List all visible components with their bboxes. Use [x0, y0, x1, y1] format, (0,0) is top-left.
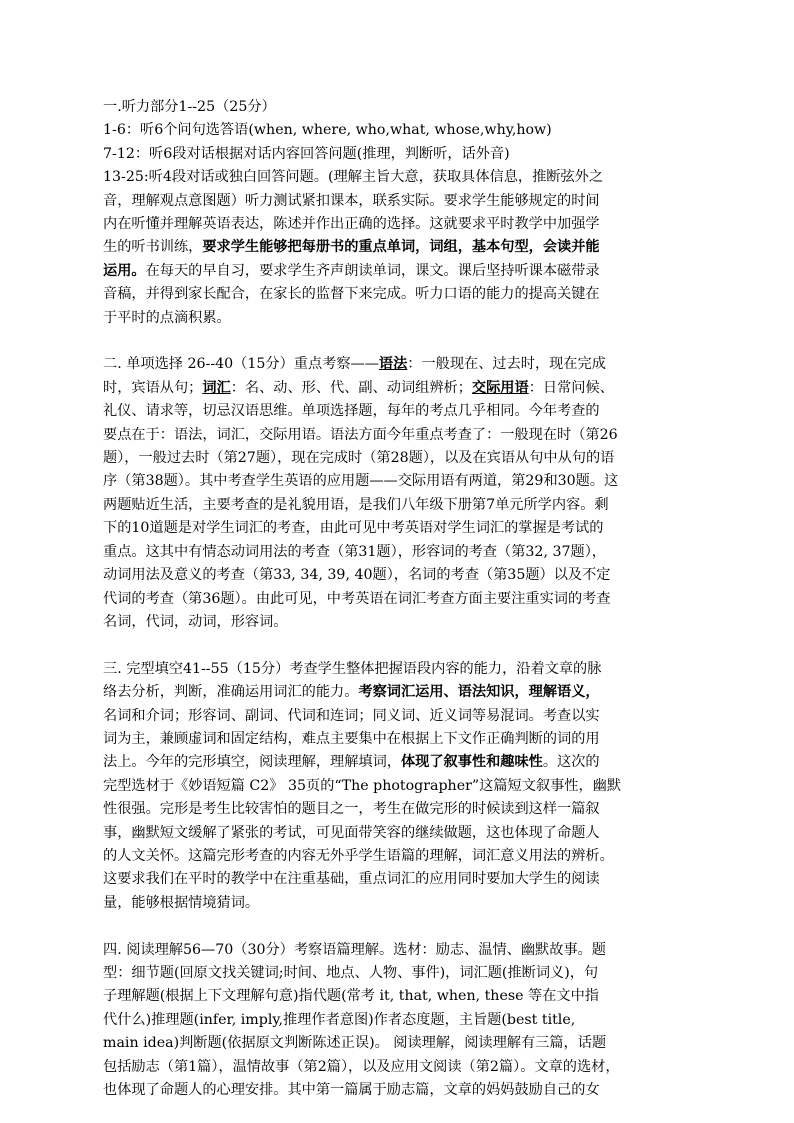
text-run: 法上。今年的完形填空，阅读理解，理解填词，: [103, 754, 401, 771]
paragraph-line: [103, 260, 675, 283]
bold-text-run: 运用。: [103, 262, 146, 279]
paragraph-gap: [103, 634, 675, 657]
text-run: 时，宾语从句；: [103, 379, 203, 396]
paragraph-line: 名词和介词；形容词、副词、代词和连词；同义词、近义词等易混词。考查以实: [103, 707, 600, 724]
paragraph-line: 这要求我们在平时的教学中在注重基础，重点词汇的应用同时要加大学生的阅读: [103, 871, 600, 888]
paragraph-line: 下的10道题是对学生词汇的考查，由此可见中考英语对学生词汇的掌握是考试的: [103, 520, 604, 537]
section-cloze: [103, 658, 675, 915]
paragraph-line: [103, 377, 675, 400]
text-run: ：日常问候、: [528, 379, 614, 396]
section-single-choice: [103, 353, 675, 634]
paragraph-line: 名词，代词，动词，形容词。: [103, 613, 288, 630]
paragraph-line: 1-6：听6个问句选答语(when, where, who,what, whose,why,how): [103, 122, 552, 139]
reading-heading: 四. 阅读理解56—70（30分）考察语篇理解。选材：励志、温情、幽默故事。题: [103, 941, 606, 958]
underlined-term: 词汇: [202, 379, 231, 396]
paragraph-line: 动词用法及意义的考查（第33, 34, 39, 40题），名词的考查（第35题）以及不定: [103, 567, 611, 584]
section-listening: [103, 96, 675, 330]
paragraph-line: 要点在于：语法，词汇，交际用语。语法方面今年重点考查了：一般现在时（第26: [103, 426, 618, 443]
paragraph-line: 13-25:听4段对话或独白回答问题。(理解主旨大意，获取具体信息，推断弦外之: [103, 169, 604, 186]
underlined-term: 交际用语: [471, 379, 529, 396]
paragraph-line: [103, 681, 675, 704]
cloze-heading: 三. 完型填空41--55（15分）考查学生整体把握语段内容的能力，沿着文章的脉: [103, 660, 602, 677]
paragraph-line: 重点。这其中有情态动词用法的考查（第31题），形容词的考查（第32, 37题），: [103, 543, 606, 560]
paragraph-line: 内在听懂并理解英语表达，陈述并作出正确的选择。这就要求平时教学中加强学: [103, 216, 600, 233]
text-run: ：一般现在、过去时，现在完成: [407, 356, 606, 373]
paragraph-line: 7-12：听6段对话根据对话内容回答问题(推理，判断听，话外音): [103, 145, 510, 162]
paragraph-line: 子理解题(根据上下文理解句意)指代题(常考 it, that, when, these 等在文中指: [103, 988, 599, 1005]
paragraph-line: 包括励志（第1篇），温情故事（第2篇），以及应用文阅读（第2篇）。文章的选材，: [103, 1058, 620, 1075]
paragraph-line: 音稿，并得到家长配合，在家长的监督下来完成。听力口语的能力的提高关键在: [103, 286, 600, 303]
bold-text-run: 体现了叙事性和趣味性: [400, 754, 543, 771]
paragraph-line: 的人文关怀。这篇完形考查的内容无外乎学生语篇的理解，词汇意义用法的辨析。: [103, 847, 614, 864]
paragraph-line: 性很强。完形是考生比较害怕的题目之一，考生在做完形的时候读到这样一篇叙: [103, 801, 600, 818]
bold-text-run: 考察词汇运用、语法知识，理解语义，: [358, 684, 600, 701]
paragraph-line: 也体现了命题人的心理安排。其中第一篇属于励志篇，文章的妈妈鼓励自己的女: [103, 1082, 600, 1099]
text-run: 生的听书训练，: [103, 239, 203, 256]
paragraph-line: main idea)判断题(依据原文判断陈述正误)。 阅读理解，阅读理解有三篇，话题: [103, 1035, 607, 1052]
paragraph-line: 量，能够根据情境猜词。: [103, 894, 260, 911]
paragraph-line: 于平时的点滴积累。: [103, 309, 231, 326]
paragraph-line: [103, 236, 675, 259]
paragraph-line: 代词的考查（第36题）。由此可见，中考英语在词汇考查方面主要注重实词的考查: [103, 590, 611, 607]
single-choice-heading: [103, 353, 675, 376]
paragraph-line: 音，理解观点意图题）听力测试紧扣课本，联系实际。要求学生能够规定的时间: [103, 192, 600, 209]
paragraph-line: 两题贴近生活，主要考查的是礼貌用语，是我们八年级下册第7单元所学内容。剩: [103, 496, 609, 513]
text-run: 络去分析，判断，准确运用词汇的能力。: [103, 684, 359, 701]
paragraph-line: [103, 751, 675, 774]
paragraph-line: 序（第38题）。其中考查学生英语的应用题——交际用语有两道，第29和30题。这: [103, 473, 619, 490]
underlined-term: 语法: [378, 356, 408, 373]
paragraph-line: 型：细节题(回原文找关键词;时间、地点、人物、事件)，词汇题(推断词义)，句: [103, 964, 599, 981]
text-run: 。这次的: [542, 754, 600, 771]
listening-heading: 一.听力部分1--25（25分）: [103, 99, 276, 115]
paragraph-line: 事，幽默短文缓解了紧张的考试，可见面带笑容的继续做题，这也体现了命题人: [103, 824, 600, 841]
paragraph-line: 词为主，兼顾虚词和固定结构，难点主要集中在根据上下文作正确判断的词的用: [103, 730, 600, 747]
section-reading: [103, 939, 675, 1103]
paragraph-line: 题），一般过去时（第27题），现在完成时（第28题），以及在宾语从句中从句的语: [103, 450, 615, 467]
paragraph-gap: [103, 330, 675, 353]
text-run: 在每天的早自习，要求学生齐声朗读单词，课文。课后坚持听课本磁带录: [145, 262, 600, 279]
text-run: 二. 单项选择 26--40（15分）重点考察——: [103, 356, 379, 373]
paragraph-line: 完型选材于《妙语短篇 C2》 35页的“The photographer”这篇短文叙事性，幽默: [103, 777, 622, 794]
paragraph-line: 礼仪、请求等，切忌汉语思维。单项选择题，每年的考点几乎相同。今年考查的: [103, 403, 600, 420]
paragraph-line: 代什么)推理题(infer, imply,推理作者意图)作者态度题，主旨题(best title,: [103, 1011, 576, 1028]
text-run: ：名、动、形、代、副、动词组辨析；: [230, 379, 472, 396]
document-page: [103, 96, 675, 1102]
bold-text-run: 要求学生能够把每册书的重点单词，词组，基本句型，会读并能: [202, 239, 600, 256]
paragraph-gap: [103, 915, 675, 938]
